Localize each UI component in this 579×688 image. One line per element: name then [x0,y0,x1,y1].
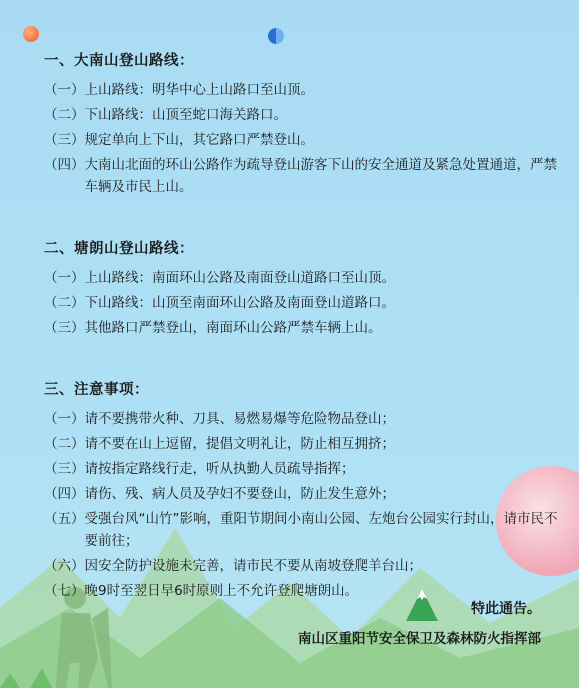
list-item [44,433,564,455]
item-number: （二） [44,107,85,123]
item-text: 规定单向上下山，其它路口严禁登山。 [84,132,314,148]
item-number: （二） [44,295,85,311]
announcement-footer [298,598,541,650]
item-text: 其他路口严禁登山，南面环山公路严禁车辆上山。 [84,320,382,336]
section-danan-mountain [44,50,564,198]
item-text: 请不要携带火种、刀具、易燃易爆等危险物品登山； [84,411,395,427]
item-number: （四） [44,157,85,173]
item-number: （四） [44,486,85,502]
list-item [44,104,564,126]
list-item [44,555,564,577]
item-text: 请不要在山上逗留，提倡文明礼让，防止相互拥挤； [84,436,395,452]
item-number: （一） [44,411,85,427]
list-item [44,317,564,339]
item-text: 晚9时至翌日早6时原则上不允许登爬塘朗山。 [84,583,359,599]
issuing-organization: 南山区重阳节安全保卫及森林防火指挥部 [298,631,541,647]
item-number: （六） [44,558,85,574]
list-item [44,129,564,151]
list-item [44,408,564,430]
item-text: 下山路线：山顶至蛇口海关路口。 [84,107,287,123]
item-number: （三） [44,461,85,477]
item-number: （一） [44,270,85,286]
item-text: 受强台风“山竹”影响，重阳节期间小南山公园、左炮台公园实行封山，请市民不要前往； [84,511,558,549]
list-item [44,154,564,198]
item-text: 上山路线：明华中心上山路口至山顶。 [84,82,314,98]
closing-notice: 特此通告。 [471,601,541,617]
item-text: 请按指定路线行走，听从执勤人员疏导指挥； [84,461,355,477]
item-text: 请伤、残、病人员及孕妇不要登山，防止发生意外； [84,486,395,502]
item-number: （三） [44,320,85,336]
item-number: （五） [44,511,85,527]
list-item [44,79,564,101]
blue-dot-decoration [268,28,284,44]
section-title: 三、注意事项： [44,382,149,398]
list-item [44,292,564,314]
section-title: 一、大南山登山路线： [44,53,194,69]
list-item [44,458,564,480]
orange-dot-decoration [23,26,39,42]
section-notes [44,379,564,602]
section-title: 二、塘朗山登山路线： [44,241,194,257]
item-text: 大南山北面的环山公路作为疏导登山游客下山的安全通道及紧急处置通道，严禁车辆及市民上山。 [84,157,557,195]
item-text: 因安全防护设施未完善，请市民不要从南坡登爬羊台山； [84,558,422,574]
section-tanglang-mountain [44,238,564,339]
item-number: （七） [44,583,85,599]
list-item [44,267,564,289]
list-item [44,483,564,505]
item-number: （三） [44,132,85,148]
item-number: （二） [44,436,85,452]
item-text: 下山路线：山顶至南面环山公路及南面登山道路口。 [84,295,395,311]
item-text: 上山路线：南面环山公路及南面登山道路口至山顶。 [84,270,395,286]
announcement-body [44,50,564,642]
list-item [44,508,564,552]
item-number: （一） [44,82,85,98]
